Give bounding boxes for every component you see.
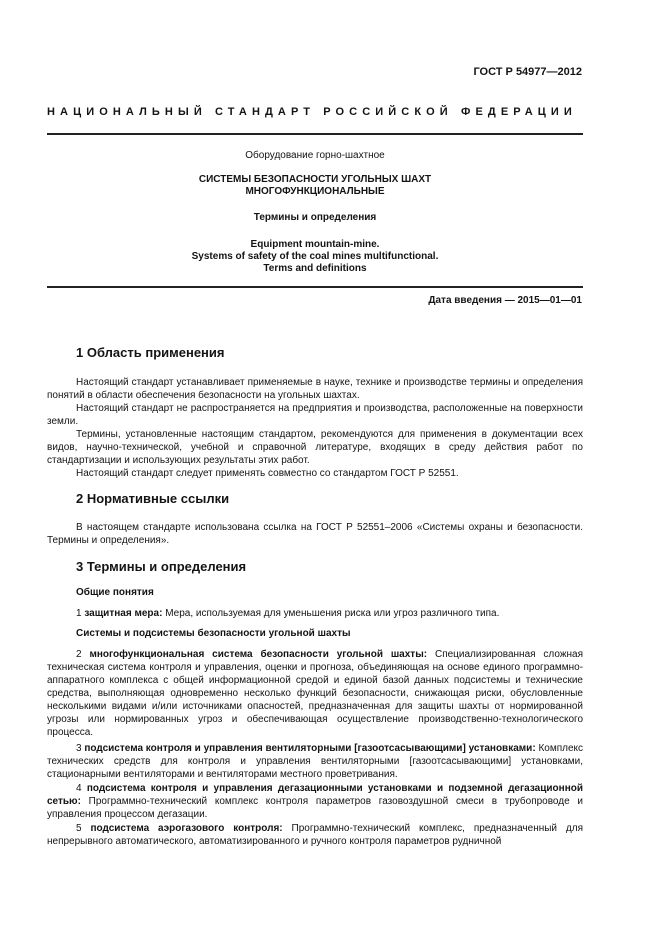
term-entry [47, 742, 583, 781]
section-2-heading: 2 Нормативные ссылки [76, 491, 230, 506]
section-1-heading: 1 Область применения [76, 345, 225, 360]
title-en-line1: Equipment mountain-mine. [250, 239, 380, 250]
term-definition: Программно-технический комплекс контроля параметров газовоздушной смеси в трубопроводе и управления процессом дегазации. [47, 796, 583, 820]
term-definition: Мера, используемая для уменьшения риска или угроз различного типа. [165, 608, 500, 619]
term-entry [47, 782, 583, 821]
title-rule [47, 286, 583, 288]
term-name: защитная мера: [84, 608, 163, 619]
term-number: 2 [76, 649, 82, 660]
title-subtitle: Термины и определения [253, 212, 377, 223]
term-name: многофункциональная система безопасности угольной шахты: [89, 649, 428, 660]
national-standard-banner: НАЦИОНАЛЬНЫЙ СТАНДАРТ РОССИЙСКОЙ ФЕДЕРАЦИИ [47, 106, 577, 118]
term-entry [47, 822, 583, 848]
section-1-paragraph: Термины, установленные настоящим стандартом, рекомендуются для применения в документации всех видов, научно-технической, учебной и справочной литературе, входящих в среду действия работ по стандартизации и использующих результаты этих работ. [47, 429, 583, 466]
term-name: подсистема аэрогазового контроля: [90, 823, 283, 834]
section-1-paragraph: Настоящий стандарт не распространяется на предприятия и производства, расположенные на поверхности земли. [47, 403, 583, 427]
subsection-systems-heading: Системы и подсистемы безопасности угольной шахты [76, 628, 351, 639]
term-definition: Комплекс технических средств для контроля и управления вентиляторными [газоотсасывающими] установками, стационарными вентиляторами и вентиляторами местного проветривания. [47, 743, 584, 780]
term-number: 4 [76, 783, 82, 794]
section-3-heading: 3 Термины и определения [76, 559, 247, 574]
term-name: подсистема контроля и управления дегазационными установками и подземной дегазационной сетью: [47, 783, 583, 807]
subsection-general-heading: Общие понятия [76, 587, 154, 598]
term-number: 3 [76, 743, 82, 754]
gost-number: ГОСТ Р 54977—2012 [473, 66, 582, 78]
title-en-line3: Terms and definitions [263, 263, 367, 274]
section-2-paragraph: В настоящем стандарте использована ссылка на ГОСТ Р 52551–2006 «Системы охраны и безопасности. Термины и определения». [47, 522, 583, 546]
title-main-line2: МНОГОФУНКЦИОНАЛЬНЫЕ [245, 186, 385, 197]
term-number: 1 [76, 608, 82, 619]
title-en-line2: Systems of safety of the coal mines multifunctional. [191, 251, 439, 262]
term-number: 5 [76, 823, 82, 834]
term-definition: Специализированная сложная техническая система контроля и управления, оценки и прогноза, объединяющая на основе единого программно-аппаратного комплекса с общей информационной средой и единой базой данных подсистемы и технические средства, выполняющая одновременно несколько функций безопасности, снижающая риски, обусловленные несколькими видами и/или источниками опасностей, предназначенная для защиты шахты от нормированной угрозы или нормированных угроз и обеспечивающая осуществление производственно-технологического процесса. [47, 649, 584, 738]
title-main-line1: СИСТЕМЫ БЕЗОПАСНОСТИ УГОЛЬНЫХ ШАХТ [198, 174, 432, 185]
term-entry [47, 648, 583, 739]
header-rule [47, 133, 583, 135]
section-1-paragraph: Настоящий стандарт следует применять совместно со стандартом ГОСТ Р 52551. [76, 468, 459, 479]
intro-date: Дата введения — 2015—01—01 [428, 295, 582, 306]
title-category: Оборудование горно-шахтное [245, 150, 385, 161]
section-1-paragraph: Настоящий стандарт устанавливает применяемые в науке, технике и производстве термины и определения понятий в области обеспечения безопасности на угольных шахтах. [47, 377, 583, 401]
term-definition: Программно-технический комплекс, предназначенный для непрерывного автоматического, автоматизированного и ручного контроля параметров рудничной [47, 823, 584, 847]
term-entry [47, 607, 583, 620]
term-name: подсистема контроля и управления вентиляторными [газоотсасывающими] установками: [84, 743, 536, 754]
